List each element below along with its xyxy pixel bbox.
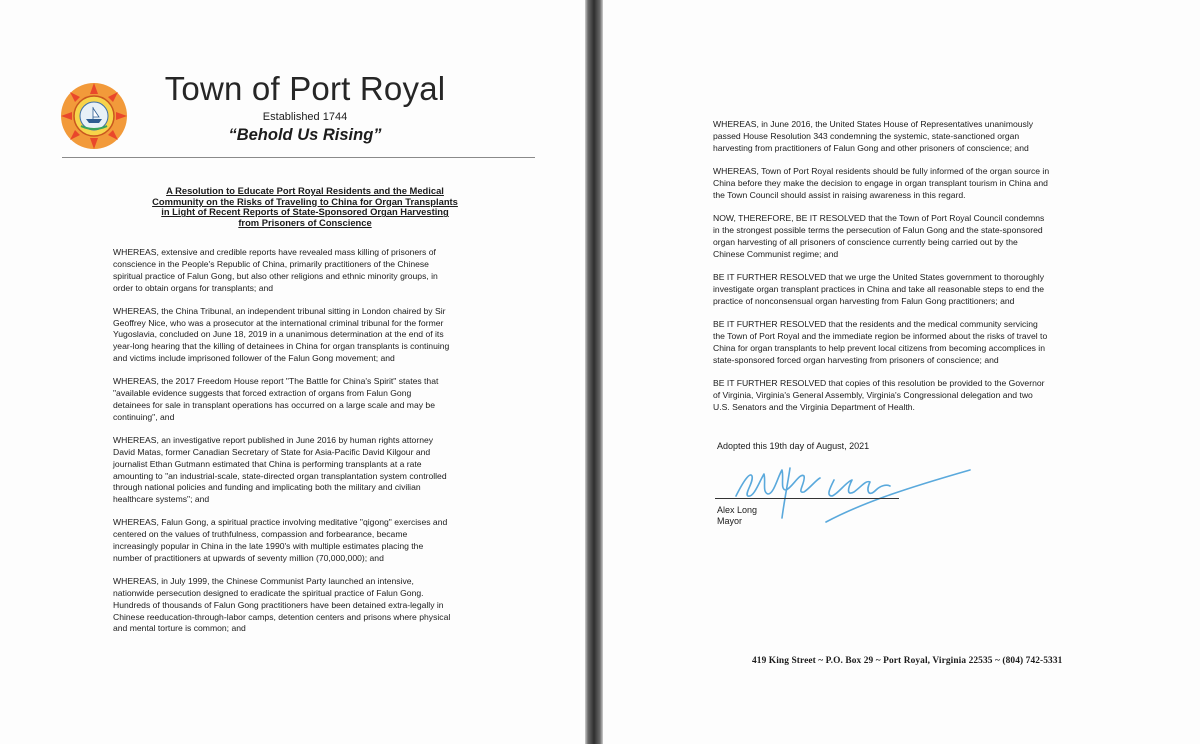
resolution-title-line: in Light of Recent Reports of State-Sponsored Organ Harvesting (161, 206, 449, 218)
whereas-paragraph (713, 165, 1085, 201)
paragraph-line: the Town Council should assist in raising awareness in this regard. (713, 190, 966, 200)
paragraph-line: increasingly popular in China in the late 1990's with multiple estimates placing the (113, 541, 424, 552)
paragraph-line: China for organ transplants to help prevent local citizens from becoming accomplices in (713, 343, 1045, 353)
signature-line (715, 498, 899, 499)
paragraph-line: WHEREAS, in June 2016, the United States House of Representatives unanimously (713, 119, 1034, 129)
paragraph-line: continuing", and (113, 411, 175, 422)
paragraph-line: year-long hearing that the killing of detainees in China for organ transplants is continuing (113, 341, 450, 352)
paragraph-line: U.S. Senators and the Virginia Department of Health. (713, 402, 915, 412)
resolved-paragraph (713, 212, 1085, 260)
whereas-paragraph (113, 576, 485, 636)
town-motto: “Behold Us Rising” (228, 126, 382, 144)
whereas-paragraph (113, 435, 485, 506)
paragraph-line: Chinese reeducation-through-labor camps, detention centers and prisons where physical (113, 611, 451, 622)
resolution-body-left (113, 247, 485, 646)
paragraph-line: BE IT FURTHER RESOLVED that the residents and the medical community servicing (713, 319, 1038, 329)
resolution-title (120, 186, 490, 228)
paragraph-line: WHEREAS, the 2017 Freedom House report "The Battle for China's Spirit" states that (113, 376, 439, 387)
paragraph-line: of Virginia, Virginia's General Assembly, Virginia's Congressional delegation and two (713, 390, 1033, 400)
paragraph-line: order to obtain organs for transplants; and (113, 282, 274, 293)
whereas-paragraph (113, 517, 485, 565)
paragraph-line: WHEREAS, the China Tribunal, an independent tribunal sitting in London chaired by Sir (113, 305, 446, 316)
resolution-title-line: from Prisoners of Conscience (238, 216, 372, 228)
paragraph-line: number of practitioners at upwards of seventy million (70,000,000); and (113, 552, 384, 563)
paragraph-line: conscience in the People's Republic of China, primarily practitioners of the Chinese (113, 258, 429, 269)
paragraph-line: WHEREAS, Town of Port Royal residents should be fully informed of the organ source in (713, 166, 1050, 176)
paragraph-line: amounting to "an industrial-scale, state-directed organ transplantation system controlled (113, 470, 447, 481)
paragraph-line: passed House Resolution 343 condemning the systemic, state-sanctioned organ (713, 131, 1020, 141)
paragraph-line: in the strongest possible terms the persecution of Falun Gong and the state-sponsored (713, 225, 1043, 235)
paragraph-line: detainees for sale in transplant operations has occurred on a large scale and may be (113, 399, 435, 410)
resolution-body-right (713, 118, 1085, 424)
resolved-paragraph (713, 271, 1085, 307)
resolved-paragraph (713, 377, 1085, 413)
paragraph-line: healthcare systems"; and (113, 494, 210, 505)
signer-name: Alex Long (717, 505, 758, 515)
paragraph-line: "available evidence suggests that forced extraction of organs from Falun Gong (113, 388, 412, 399)
paragraph-line: Geoffrey Nice, who was a prosecutor at the international criminal tribunal for the former (113, 317, 444, 328)
resolution-title-line: A Resolution to Educate Port Royal Residents and the Medical (166, 185, 444, 196)
paragraph-line: journalist Ethan Gutmann estimated that China is performing transplants at a rate (113, 458, 422, 469)
whereas-paragraph (113, 247, 485, 295)
paragraph-line: investigate organ transplant practices in China and take all reasonable steps to end the (713, 284, 1045, 294)
whereas-paragraph (113, 376, 485, 424)
whereas-paragraph (713, 118, 1085, 154)
paragraph-line: Hundreds of thousands of Falun Gong practitioners have been detained extra-legally in (113, 599, 444, 610)
paragraph-line: centered on the values of truthfulness, compassion and forbearance, became (113, 529, 408, 540)
town-name-heading: Town of Port Royal (164, 70, 446, 107)
paragraph-line: WHEREAS, extensive and credible reports have revealed mass killing of prisoners of (113, 247, 436, 257)
footer-address: 419 King Street ~ P.O. Box 29 ~ Port Royal, Virginia 22535 ~ (804) 742-5331 (752, 656, 1063, 666)
signer-title: Mayor (717, 516, 743, 526)
paragraph-line: and victims include imprisoned follower of the Falun Gong movement; and (113, 353, 395, 364)
paragraph-line: spiritual practice of Falun Gong, but also other religions and ethnic minority groups, in (113, 270, 438, 281)
paragraph-line: BE IT FURTHER RESOLVED that copies of this resolution be provided to the Governor (713, 378, 1045, 388)
paragraph-line: NOW, THEREFORE, BE IT RESOLVED that the Town of Port Royal Council condemns (713, 213, 1045, 223)
paragraph-line: WHEREAS, in July 1999, the Chinese Communist Party launched an intensive, (113, 575, 414, 586)
resolved-paragraph (713, 318, 1085, 366)
paragraph-line: organ harvesting of all prisoners of conscience currently being carried out by the (713, 237, 1018, 247)
paragraph-line: through national policies and funding and implicating both the military and civilian (113, 482, 421, 493)
adopted-date: Adopted this 19th day of August, 2021 (717, 441, 870, 451)
paragraph-line: state-sponsored forced organ harvesting from prisoners of conscience; and (713, 355, 999, 365)
paragraph-line: BE IT FURTHER RESOLVED that we urge the United States government to thoroughly (713, 272, 1045, 282)
established-line: Established 1744 (262, 111, 348, 123)
paragraph-line: nationwide persecution designed to eradicate the spiritual practice of Falun Gong. (113, 587, 424, 598)
town-seal-icon (60, 82, 128, 150)
paragraph-line: David Matas, former Canadian Secretary of State for Asia-Pacific David Kilgour and (113, 446, 431, 457)
whereas-paragraph (113, 306, 485, 366)
resolution-title-line: Community on the Risks of Traveling to China for Organ Transplants (152, 195, 458, 207)
paragraph-line: harvesting from practitioners of Falun Gong and other prisoners of conscience; and (713, 143, 1029, 153)
header-divider (62, 157, 535, 158)
paragraph-line: Yugoslavia, concluded on June 18, 2019 in a unanimous determination at the end of its (113, 329, 444, 340)
page-gutter (585, 0, 603, 744)
paragraph-line: China before they make the decision to engage in organ transplant tourism in China and (713, 178, 1048, 188)
paragraph-line: practice of nonconsensual organ harvesting from Falun Gong practitioners; and (713, 296, 1015, 306)
paragraph-line: WHEREAS, Falun Gong, a spiritual practice involving meditative "qigong" exercises and (113, 517, 448, 528)
mayor-signature (730, 458, 990, 528)
paragraph-line: Chinese Communist regime; and (713, 249, 839, 259)
paragraph-line: the Town of Port Royal and the immediate region be informed about the risks of travel to (713, 331, 1048, 341)
page-left (0, 0, 585, 744)
paragraph-line: and mental torture is common; and (113, 623, 246, 634)
paragraph-line: WHEREAS, an investigative report published in June 2016 by human rights attorney (113, 434, 434, 445)
